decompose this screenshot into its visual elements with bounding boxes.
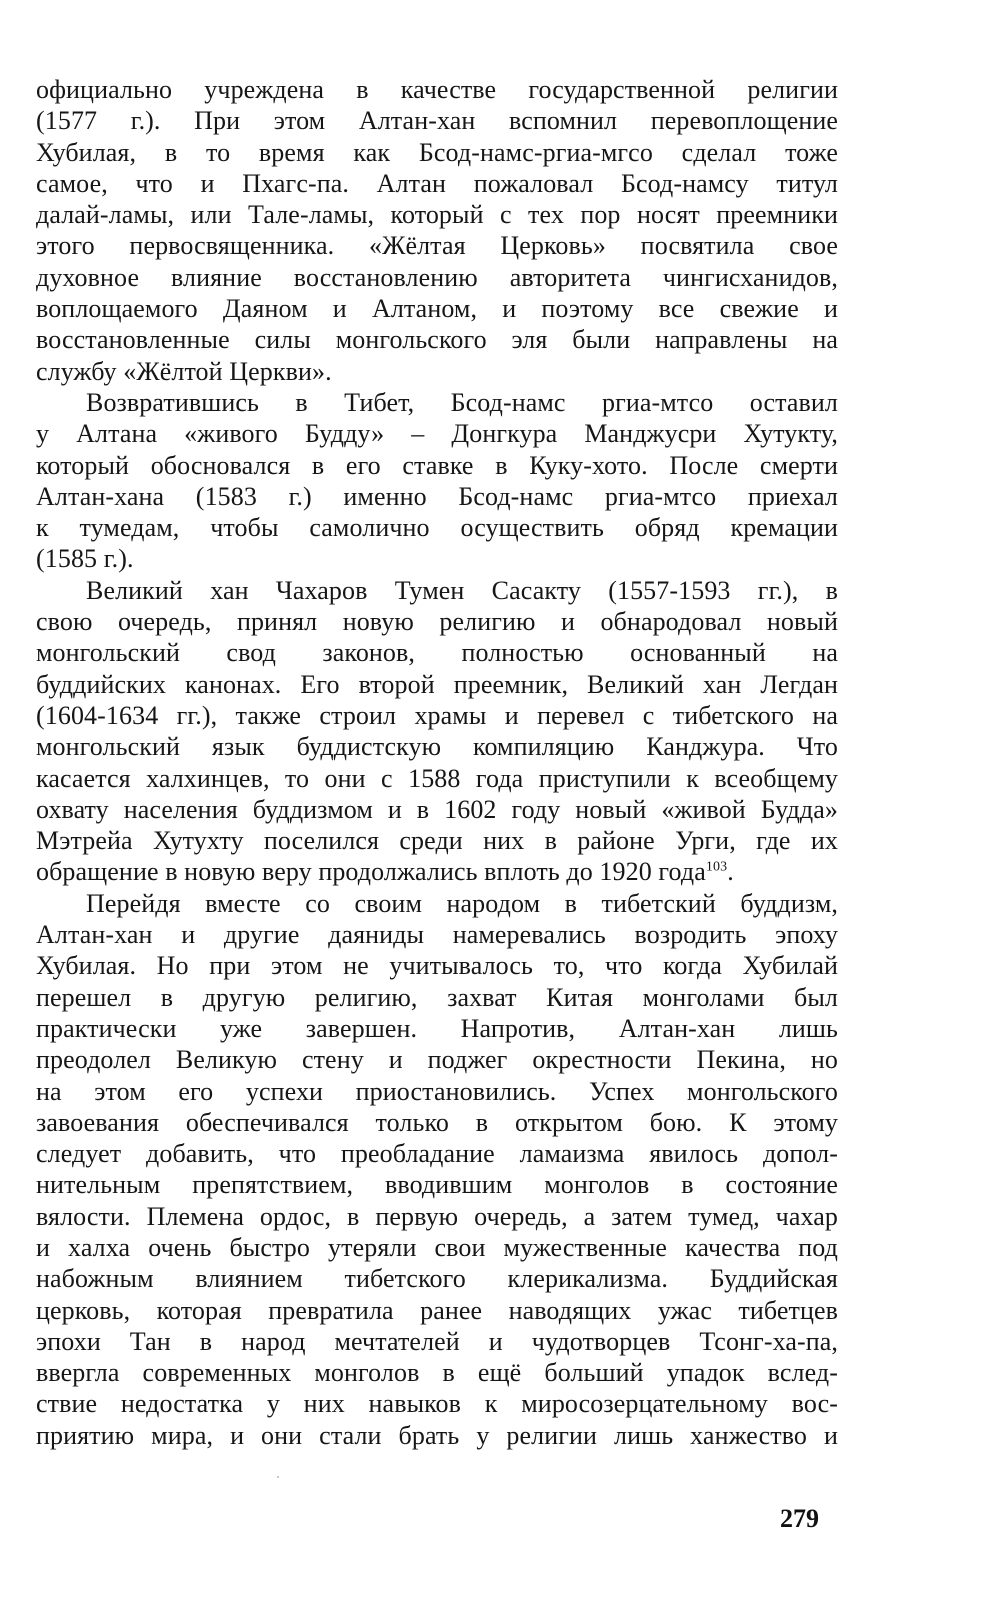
text-line: духовное влияние восстановлению авторитета чингисханидов,: [36, 262, 838, 292]
text-line: нительным препятствием, вводившим монголов в состояние: [36, 1170, 838, 1200]
text-line: (1577 г.). При этом Алтан-хан вспомнил перевоплощение: [36, 106, 838, 136]
text-line: следует добавить, что преобладание ламаизма явилось допол-: [36, 1139, 838, 1169]
paragraph-start-line: Возвратившись в Тибет, Бсод-намс ргиа-мтсо оставил: [86, 387, 838, 417]
footnote-reference: 103: [705, 859, 728, 875]
text-line: Алтан-хан и другие даяниды намеревались возродить эпоху: [36, 920, 838, 950]
text-line: Хубилая. Но при этом не учитывалось то, что когда Хубилай: [36, 951, 838, 981]
text-line: этого первосвященника. «Жёлтая Церковь» посвятила свое: [36, 231, 838, 261]
text-line: церковь, которая превратила ранее наводящих ужас тибетцев: [36, 1295, 838, 1325]
text-line: далай-ламы, или Тале-ламы, который с тех пор носят преемники: [36, 200, 838, 230]
paragraph-start-line: Великий хан Чахаров Тумен Сасакту (1557-1593 гг.), в: [86, 575, 838, 605]
text-line-content: обращение в новую веру продолжались вплоть до 1920 года: [36, 857, 706, 887]
text-line: преодолел Великую стену и поджег окрестности Пекина, но: [36, 1045, 838, 1075]
text-line: свою очередь, принял новую религию и обнародовал новый: [36, 607, 838, 637]
text-line: набожным влиянием тибетского клерикализма. Буддийская: [36, 1264, 838, 1294]
text-line: буддийских канонах. Его второй преемник, Великий хан Легдан: [36, 669, 838, 699]
text-line: перешел в другую религию, захват Китая монголами был: [36, 982, 838, 1012]
text-line: ввергла современных монголов в ещё больший упадок вслед-: [36, 1358, 838, 1388]
text-line: официально учреждена в качестве государственной религии: [36, 75, 838, 104]
text-line: вялости. Племена ордос, в первую очередь, а затем тумед, чахар: [36, 1201, 838, 1231]
text-line: монгольский свод законов, полностью основанный на: [36, 638, 838, 668]
paragraph-start-line: Перейдя вместе со своим народом в тибетский буддизм,: [86, 888, 838, 918]
text-line: самое, что и Пхагс-па. Алтан пожаловал Бсод-намсу титул: [36, 168, 838, 198]
text-line: и халха очень быстро утеряли свои мужественные качества под: [36, 1232, 838, 1262]
scan-speck: [277, 1476, 279, 1478]
footnote-tail: .: [727, 857, 734, 887]
text-line: у Алтана «живого Будду» – Донгкура Манджусри Хутукту,: [36, 419, 838, 449]
text-line: практически уже завершен. Напротив, Алтан-хан лишь: [36, 1013, 838, 1043]
text-line: который обосновался в его ставке в Куку-хото. После смерти: [36, 450, 838, 480]
body-text: [36, 74, 838, 1451]
text-line: эпохи Тан в народ мечтателей и чудотворцев Тсонг-ха-па,: [36, 1326, 838, 1356]
text-line: Алтан-хана (1583 г.) именно Бсод-намс ргиа-мтсо приехал: [36, 481, 838, 511]
text-line: монгольский язык буддистскую компиляцию Канджура. Что: [36, 732, 838, 762]
text-line: службу «Жёлтой Церкви».: [36, 356, 332, 386]
text-line: касается халхинцев, то они с 1588 года приступили к всеобщему: [36, 763, 838, 793]
text-line: Мэтрейа Хутухту поселился среди них в районе Урги, где их: [36, 826, 838, 856]
text-line: (1604-1634 гг.), также строил храмы и перевел с тибетского на: [36, 700, 838, 730]
text-line: восстановленные силы монгольского эля были направлены на: [36, 325, 838, 355]
text-line: Хубилая, в то время как Бсод-намс-ргиа-мгсо сделал тоже: [36, 137, 838, 167]
text-line: к тумедам, чтобы самолично осуществить обряд кремации: [36, 513, 838, 543]
text-line: на этом его успехи приостановились. Успех монгольского: [36, 1076, 838, 1106]
text-line: приятию мира, и они стали брать у религии лишь ханжество и: [36, 1420, 838, 1450]
text-line: завоевания обеспечивался только в открытом бою. К этому: [36, 1107, 838, 1137]
page-number: 279: [780, 1504, 819, 1533]
text-line: воплощаемого Даяном и Алтаном, и поэтому все свежие и: [36, 294, 838, 324]
text-line-with-footnote: [36, 856, 838, 887]
text-line: охвату населения буддизмом и в 1602 году новый «живой Будда»: [36, 794, 838, 824]
text-line: (1585 г.).: [36, 544, 134, 574]
text-line: ствие недостатка у них навыков к миросозерцательному вос-: [36, 1389, 838, 1419]
